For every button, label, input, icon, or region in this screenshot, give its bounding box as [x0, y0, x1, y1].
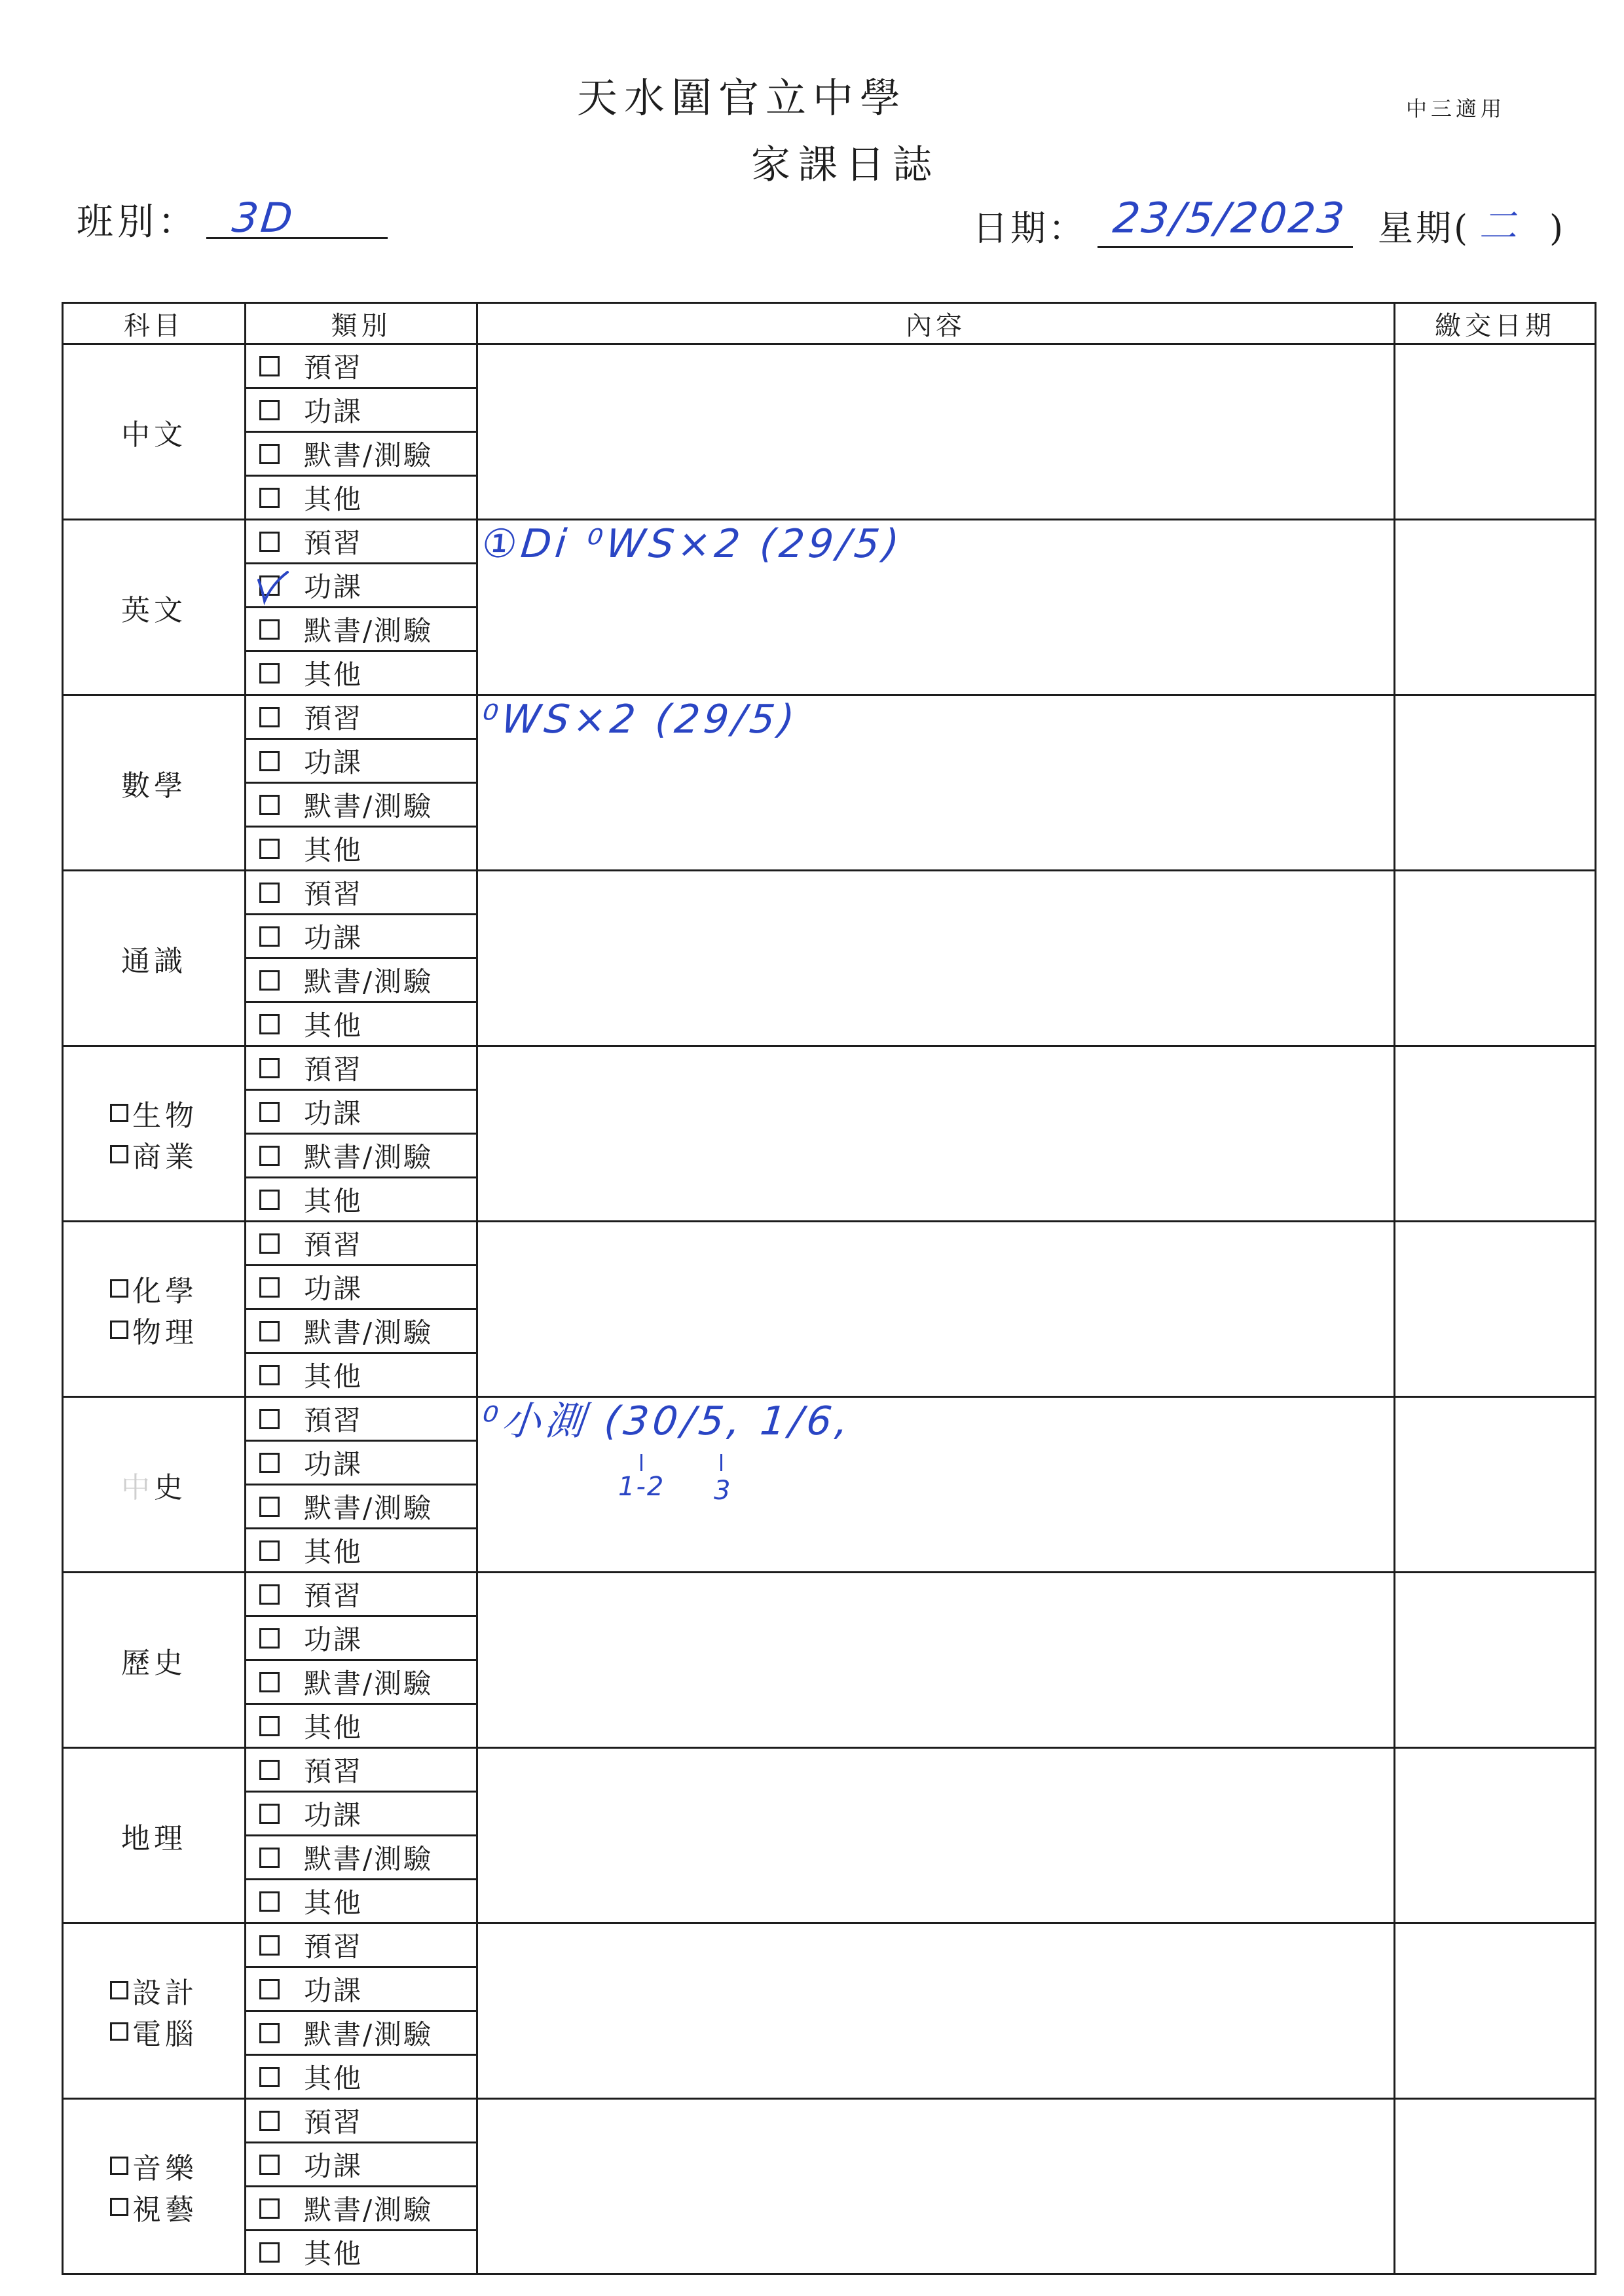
- weekday-label: 星期(: [1378, 208, 1471, 249]
- subject-cell: [64, 520, 246, 696]
- handwritten-content: ⁰WS×2 (29/5): [479, 697, 801, 742]
- category-label: 其他: [304, 483, 363, 515]
- subject-label: 史: [154, 1470, 187, 1504]
- date-label: 日期：: [972, 208, 1086, 249]
- category-checkbox[interactable]: [259, 1321, 280, 1341]
- subject-cell: [64, 1924, 246, 2100]
- category-label: 其他: [304, 1536, 363, 1568]
- category-other[interactable]: [246, 828, 478, 871]
- category-label: 預習: [304, 1053, 363, 1085]
- category-dictation-test[interactable]: [246, 1836, 478, 1880]
- category-preview[interactable]: [246, 871, 478, 915]
- subject-label: 視藝: [132, 2193, 198, 2227]
- category-checkbox[interactable]: [259, 926, 280, 947]
- category-checkbox[interactable]: [259, 1760, 280, 1780]
- subject-label-line: [110, 2187, 198, 2228]
- content-field[interactable]: [478, 1398, 1395, 1573]
- category-label: 預習: [304, 1931, 363, 1963]
- category-dictation-test[interactable]: [246, 784, 478, 828]
- weekday-close-paren: ): [1549, 208, 1564, 249]
- subject-cell: [64, 1573, 246, 1749]
- category-other[interactable]: [246, 2231, 478, 2275]
- category-checkbox[interactable]: [259, 2111, 280, 2131]
- subject-cell: [64, 2100, 246, 2275]
- category-label: 功課: [304, 2150, 363, 2182]
- date-field-underline[interactable]: [1098, 246, 1353, 248]
- subject-checkbox[interactable]: [110, 1145, 128, 1163]
- category-checkbox[interactable]: [259, 532, 280, 552]
- category-homework[interactable]: [246, 2143, 478, 2187]
- category-label: 默書/測驗: [304, 966, 434, 998]
- category-checkbox[interactable]: [259, 1935, 280, 1956]
- category-label: 默書/測驗: [304, 790, 434, 822]
- category-label: 其他: [304, 1887, 363, 1919]
- subject-label: 地理: [121, 1821, 187, 1855]
- due-date-field[interactable]: [1395, 520, 1596, 696]
- category-checkbox[interactable]: [259, 1540, 280, 1561]
- category-checkbox[interactable]: [259, 1058, 280, 1078]
- subject-label-line: [121, 762, 187, 803]
- subject-label-line: [121, 1464, 187, 1505]
- category-preview[interactable]: [246, 1749, 478, 1793]
- subject-label: 設計: [132, 1977, 198, 2010]
- category-other[interactable]: [246, 1529, 478, 1573]
- due-date-field[interactable]: [1395, 1222, 1596, 1398]
- subject-label-line: [110, 1268, 198, 1309]
- category-label: 預習: [304, 1755, 363, 1787]
- category-preview[interactable]: [246, 520, 478, 564]
- category-dictation-test[interactable]: [246, 2012, 478, 2056]
- category-other[interactable]: [246, 477, 478, 520]
- due-date-field[interactable]: [1395, 1749, 1596, 1924]
- category-label: 功課: [304, 1624, 363, 1656]
- category-checkbox[interactable]: [259, 619, 280, 640]
- category-other[interactable]: [246, 652, 478, 696]
- due-date-field[interactable]: [1395, 696, 1596, 871]
- category-dictation-test[interactable]: [246, 1661, 478, 1705]
- category-other[interactable]: [246, 1354, 478, 1398]
- category-other[interactable]: [246, 1880, 478, 1924]
- subject-label: 中文: [121, 418, 187, 452]
- category-label: 默書/測驗: [304, 615, 434, 647]
- category-checkbox[interactable]: [259, 2067, 280, 2087]
- subject-cell: [64, 1047, 246, 1222]
- category-checkbox[interactable]: [259, 883, 280, 903]
- category-preview[interactable]: [246, 696, 478, 740]
- category-dictation-test[interactable]: [246, 1135, 478, 1178]
- category-label: 功課: [304, 746, 363, 778]
- category-preview[interactable]: [246, 1398, 478, 1442]
- category-homework[interactable]: [246, 1968, 478, 2012]
- subject-cell: [64, 1398, 246, 1573]
- category-dictation-test[interactable]: [246, 433, 478, 477]
- category-checkbox[interactable]: [259, 795, 280, 815]
- school-name: 天水圍官立中學: [577, 74, 908, 122]
- category-label: 默書/測驗: [304, 1667, 434, 1700]
- category-other[interactable]: [246, 1178, 478, 1222]
- handwritten-note: 1-2: [618, 1472, 665, 1502]
- category-checkbox[interactable]: [259, 1979, 280, 1999]
- category-checkbox[interactable]: [259, 2155, 280, 2175]
- category-homework[interactable]: [246, 1617, 478, 1661]
- handwritten-note: 3: [714, 1476, 732, 1506]
- subject-column-header: 科目: [64, 304, 246, 345]
- category-dictation-test[interactable]: [246, 608, 478, 652]
- category-label: 功課: [304, 1975, 363, 2007]
- due-date-field[interactable]: [1395, 1047, 1596, 1222]
- category-checkbox[interactable]: [259, 839, 280, 859]
- category-homework[interactable]: [246, 564, 478, 608]
- content-field[interactable]: [478, 696, 1395, 871]
- category-checkbox[interactable]: [259, 488, 280, 508]
- due-date-field[interactable]: [1395, 871, 1596, 1047]
- category-dictation-test[interactable]: [246, 1485, 478, 1529]
- subject-cell: [64, 1749, 246, 1924]
- category-label: 其他: [304, 1711, 363, 1743]
- category-checkbox[interactable]: [259, 1584, 280, 1605]
- subject-checkbox[interactable]: [110, 2157, 128, 2175]
- category-checkbox[interactable]: [259, 2023, 280, 2043]
- category-checkbox[interactable]: [259, 1190, 280, 1210]
- subject-label-line: [110, 1309, 198, 1351]
- subject-label: 電腦: [132, 2018, 198, 2051]
- due-date-field[interactable]: [1395, 1573, 1596, 1749]
- content-column-header: 內容: [478, 304, 1395, 345]
- category-checkbox[interactable]: [259, 707, 280, 727]
- handwritten-tick: [720, 1454, 722, 1471]
- category-checkbox[interactable]: [259, 1409, 280, 1429]
- subject-label: 英文: [121, 593, 187, 627]
- handwritten-content: ①Di ⁰WS×2 (29/5): [479, 521, 905, 567]
- category-checkbox[interactable]: [259, 1102, 280, 1122]
- category-preview[interactable]: [246, 1047, 478, 1091]
- category-label: 默書/測驗: [304, 1492, 434, 1524]
- category-label: 預習: [304, 352, 363, 384]
- content-field[interactable]: [478, 520, 1395, 696]
- subject-cell: [64, 696, 246, 871]
- category-column-header: 類別: [246, 304, 478, 345]
- due-date-field[interactable]: [1395, 1924, 1596, 2100]
- category-dictation-test[interactable]: [246, 2187, 478, 2231]
- subject-checkbox[interactable]: [110, 2198, 128, 2216]
- category-preview[interactable]: [246, 1573, 478, 1617]
- category-checkbox[interactable]: [259, 1628, 280, 1649]
- subject-cell: [64, 1222, 246, 1398]
- category-label: 功課: [304, 571, 363, 603]
- category-checkbox[interactable]: [259, 400, 280, 420]
- content-field[interactable]: [478, 1047, 1395, 1222]
- category-label: 預習: [304, 878, 363, 910]
- category-other[interactable]: [246, 1003, 478, 1047]
- class-value[interactable]: 3D: [230, 194, 298, 242]
- date-value[interactable]: 23/5/2023: [1111, 194, 1349, 243]
- category-homework[interactable]: [246, 1266, 478, 1310]
- category-dictation-test[interactable]: [246, 959, 478, 1003]
- subject-label-line: [121, 587, 187, 628]
- handwritten-content: ⁰小測 (30/5, 1/6,: [479, 1398, 855, 1444]
- subject-label-line: [110, 1970, 198, 2011]
- subject-label-line: [110, 1093, 198, 1134]
- category-checkbox[interactable]: [259, 1891, 280, 1912]
- subject-checkbox[interactable]: [110, 1981, 128, 1999]
- subject-checkbox[interactable]: [110, 1279, 128, 1298]
- subject-label: 物理: [132, 1316, 198, 1349]
- category-checkbox[interactable]: [259, 1804, 280, 1824]
- category-label: 預習: [304, 527, 363, 559]
- category-checkbox[interactable]: [259, 751, 280, 771]
- category-label: 功課: [304, 1448, 363, 1480]
- content-field[interactable]: [478, 1924, 1395, 2100]
- subject-label-line: [110, 1134, 198, 1175]
- subject-checkbox[interactable]: [110, 2022, 128, 2041]
- subject-label: 音樂: [132, 2152, 198, 2185]
- category-label: 功課: [304, 922, 363, 954]
- content-field[interactable]: [478, 1222, 1395, 1398]
- category-label: 功課: [304, 1097, 363, 1129]
- category-checkbox[interactable]: [259, 1848, 280, 1868]
- category-other[interactable]: [246, 2056, 478, 2100]
- category-preview[interactable]: [246, 1222, 478, 1266]
- subject-checkbox[interactable]: [110, 1321, 128, 1339]
- category-label: 其他: [304, 2238, 363, 2270]
- subject-label: 化學: [132, 1275, 198, 1308]
- category-label: 其他: [304, 659, 363, 691]
- form-title: 家課日誌: [751, 142, 940, 188]
- due-date-field[interactable]: [1395, 2100, 1596, 2275]
- category-checkbox[interactable]: [259, 970, 280, 991]
- subject-label-line: [121, 1815, 187, 1856]
- subject-label: 通識: [121, 944, 187, 978]
- category-preview[interactable]: [246, 1924, 478, 1968]
- subject-label: 商業: [132, 1140, 198, 1174]
- category-checkbox[interactable]: [259, 1716, 280, 1736]
- category-checkbox[interactable]: [259, 1453, 280, 1473]
- category-label: 功課: [304, 395, 363, 428]
- content-field[interactable]: [478, 1749, 1395, 1924]
- due-date-field[interactable]: [1395, 345, 1596, 520]
- subject-label-line: [121, 938, 187, 979]
- category-label: 預習: [304, 1580, 363, 1612]
- weekday-value[interactable]: 二: [1479, 204, 1517, 248]
- category-label: 默書/測驗: [304, 1843, 434, 1875]
- category-homework[interactable]: [246, 1091, 478, 1135]
- subject-label-line: [110, 2145, 198, 2187]
- category-homework[interactable]: [246, 1793, 478, 1836]
- category-preview[interactable]: [246, 2100, 478, 2143]
- category-label: 默書/測驗: [304, 2018, 434, 2050]
- content-field[interactable]: [478, 345, 1395, 520]
- category-homework[interactable]: [246, 915, 478, 959]
- category-checkbox[interactable]: [259, 1014, 280, 1034]
- category-checkbox[interactable]: [259, 1233, 280, 1254]
- category-label: 預習: [304, 1229, 363, 1261]
- category-checkbox[interactable]: [259, 1146, 280, 1166]
- subject-label-faded-prefix: 中: [121, 1470, 154, 1504]
- category-checkbox[interactable]: [259, 575, 280, 596]
- subject-label: 歷史: [121, 1646, 187, 1680]
- check-icon: [253, 570, 290, 605]
- due-date-column-header: 繳交日期: [1395, 304, 1596, 345]
- form-applicability-note: 中三適用: [1406, 96, 1506, 121]
- subject-label-line: [121, 1639, 187, 1681]
- category-homework[interactable]: [246, 389, 478, 433]
- category-label: 默書/測驗: [304, 439, 434, 471]
- subject-label-line: [110, 2011, 198, 2052]
- subject-label-line: [121, 411, 187, 452]
- category-label: 默書/測驗: [304, 1317, 434, 1349]
- due-date-field[interactable]: [1395, 1398, 1596, 1573]
- category-label: 其他: [304, 2062, 363, 2094]
- category-checkbox[interactable]: [259, 356, 280, 376]
- category-label: 默書/測驗: [304, 2194, 434, 2226]
- subject-label: 數學: [121, 769, 187, 803]
- subject-cell: [64, 345, 246, 520]
- category-checkbox[interactable]: [259, 2198, 280, 2219]
- category-checkbox[interactable]: [259, 1277, 280, 1298]
- category-checkbox[interactable]: [259, 1672, 280, 1692]
- class-label: 班別：: [77, 201, 198, 244]
- subject-cell: [64, 871, 246, 1047]
- category-label: 其他: [304, 1360, 363, 1393]
- category-label: 功課: [304, 1273, 363, 1305]
- category-other[interactable]: [246, 1705, 478, 1749]
- content-field[interactable]: [478, 2100, 1395, 2275]
- category-label: 預習: [304, 2106, 363, 2138]
- category-checkbox[interactable]: [259, 2242, 280, 2263]
- category-preview[interactable]: [246, 345, 478, 389]
- category-checkbox[interactable]: [259, 444, 280, 464]
- category-label: 其他: [304, 834, 363, 866]
- category-checkbox[interactable]: [259, 1497, 280, 1517]
- category-checkbox[interactable]: [259, 663, 280, 683]
- category-label: 功課: [304, 1799, 363, 1831]
- category-dictation-test[interactable]: [246, 1310, 478, 1354]
- category-homework[interactable]: [246, 1442, 478, 1485]
- category-checkbox[interactable]: [259, 1365, 280, 1385]
- category-homework[interactable]: [246, 740, 478, 784]
- homework-diary-table: [62, 302, 1596, 2275]
- category-label: 預習: [304, 1404, 363, 1436]
- category-label: 預習: [304, 702, 363, 735]
- category-label: 其他: [304, 1010, 363, 1042]
- subject-label: 生物: [132, 1099, 198, 1133]
- handwritten-tick: [640, 1454, 642, 1471]
- content-field[interactable]: [478, 1573, 1395, 1749]
- category-label: 其他: [304, 1185, 363, 1217]
- content-field[interactable]: [478, 871, 1395, 1047]
- category-label: 默書/測驗: [304, 1141, 434, 1173]
- subject-checkbox[interactable]: [110, 1104, 128, 1122]
